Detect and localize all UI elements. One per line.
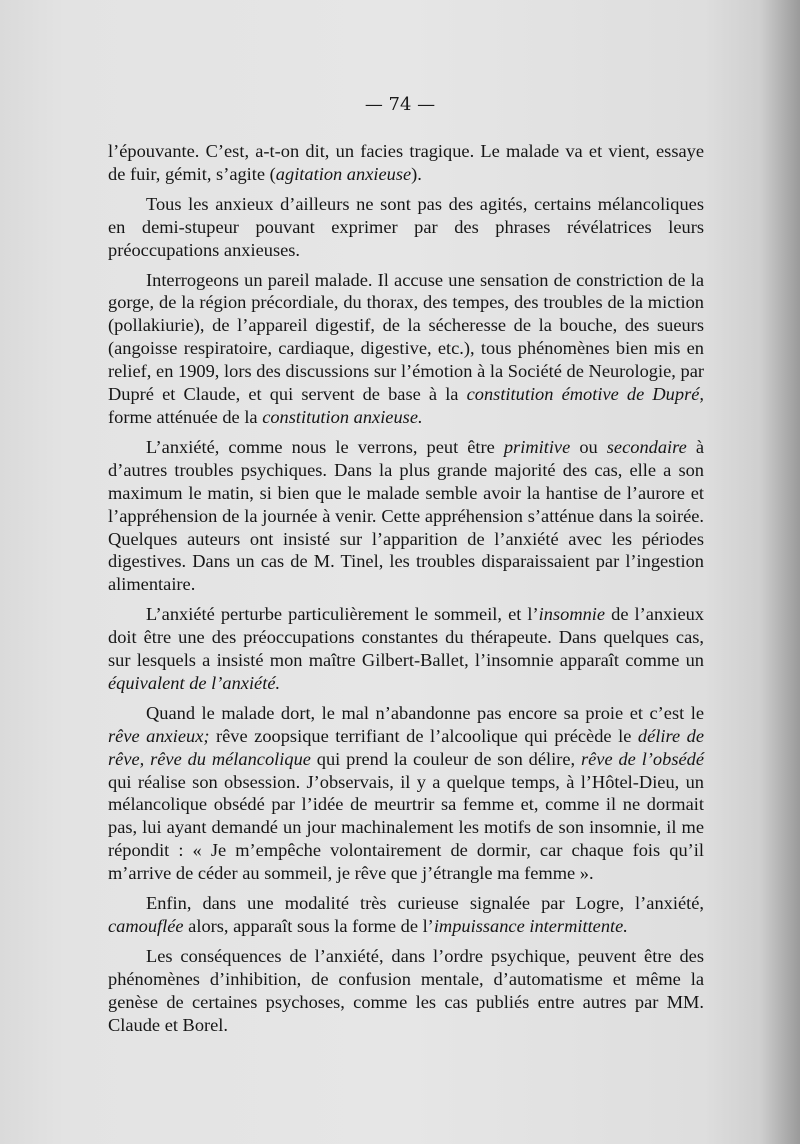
italic-text: secondaire — [606, 436, 687, 457]
italic-text: délire de rêve, rêve du mélancolique — [108, 725, 704, 769]
italic-text: camouflée — [108, 916, 184, 936]
paragraph — [108, 269, 704, 429]
italic-text: rêve anxieux; — [108, 725, 210, 746]
text-run: Interrogeons un pareil malade. Il accuse une sensation de constriction de la gorge, de la région précordiale, du thorax, des tempes, des troubles de la miction (pollakiurie), de l’appareil digestif, de la sécheresse de la bouche, des sueurs (angoisse respiratoire, cardiaque, digestive, etc.), tous phénomènes bien mis en relief, en 1909, lors des discussions sur l’émotion à la Société de Neurologie, par Dupré et Claude, et qui servent de base à la — [108, 269, 704, 405]
italic-text: rêve de l’obsédé — [580, 748, 704, 769]
paragraph — [108, 603, 704, 695]
text-run: Tous les anxieux d’ailleurs ne sont pas des agités, certains mélancoliques en demi-stupeur pouvant exprimer par des phrases révélatrices leurs préoccupations anxieuses. — [108, 193, 704, 260]
italic-text: constitution émotive de Dupré, — [466, 384, 704, 405]
italic-text: équivalent de l’anxiété. — [108, 672, 281, 693]
text-run: Quand le malade dort, le mal n’abandonne pas encore sa proie et c’est le — [146, 702, 704, 723]
italic-text: impuissance intermittente. — [433, 916, 628, 936]
text-run: rêve zoopsique terrifiant de l’alcoolique qui précède le — [209, 725, 638, 746]
text-run: L’anxiété, comme nous le verrons, peut être — [146, 436, 504, 457]
body-text — [108, 140, 704, 1037]
text-run: de l’anxieux doit être une des préoccupations constantes du thérapeute. Dans quelques cas, sur lesquels a insisté mon maître Gilbert-Ballet, l’insomnie apparaît comme un — [108, 604, 704, 671]
italic-text: agitation anxieuse — [275, 163, 412, 184]
page-number: — 74 — — [364, 94, 436, 115]
italic-text: constitution anxieuse. — [262, 406, 423, 427]
paragraph — [108, 702, 704, 885]
paragraph — [108, 193, 704, 262]
paragraph — [108, 140, 704, 186]
text-run: qui réalise son obsession. J’observais, il y a quelque temps, à l’Hôtel-Dieu, un mélancolique obsédé par l’idée de meurtrir sa femme et, comme il ne dormait pas, lui ayant demandé un jour machinalement les motifs de son insomnie, il me répondit : « Je m’empêche volontairement de dormir, car chaque fois qu’il m’arrive de céder au sommeil, je rêve que j’étrangle ma femme ». — [108, 771, 704, 884]
paragraph — [108, 436, 704, 596]
text-run: qui prend la couleur de son délire, — [310, 748, 581, 769]
paragraph — [108, 945, 704, 1037]
text-run: forme atténuée de la — [108, 406, 263, 427]
text-run: l’épouvante. C’est, a-t-on dit, un facies tragique. Le malade va et vient, essaye de fuir, gémit, s’agite ( — [108, 141, 704, 184]
text-run: Enfin, dans une modalité très curieuse signalée par Logre, l’anxiété, — [146, 893, 704, 914]
text-run: Les conséquences de l’anxiété, dans l’ordre psychique, peuvent être des phénomènes d’inhibition, de confusion mentale, d’automatisme et même la genèse de certaines psychoses, comme les cas publiés entre autres par MM. Claude et Borel. — [108, 945, 704, 1035]
text-run: ou — [570, 436, 607, 457]
italic-text: insomnie — [538, 604, 606, 625]
paragraph — [108, 892, 704, 938]
text-run: ). — [411, 163, 422, 184]
italic-text: primitive — [503, 436, 571, 457]
text-run: à d’autres troubles psychiques. Dans la plus grande majorité des cas, elle a son maximum le matin, si bien que le malade semble avoir la hantise de l’aurore et l’appréhension de la journée à venir. Cette appréhension s’atténue dans la soirée. Quelques auteurs ont insisté sur l’apparition de l’anxiété avec les périodes digestives. Dans un cas de M. Tinel, les troubles disparaissaient par l’ingestion alimentaire. — [108, 436, 704, 595]
text-run: L’anxiété perturbe particulièrement le sommeil, et l’ — [146, 604, 539, 625]
text-run: alors, apparaît sous la forme de l’ — [183, 916, 434, 936]
